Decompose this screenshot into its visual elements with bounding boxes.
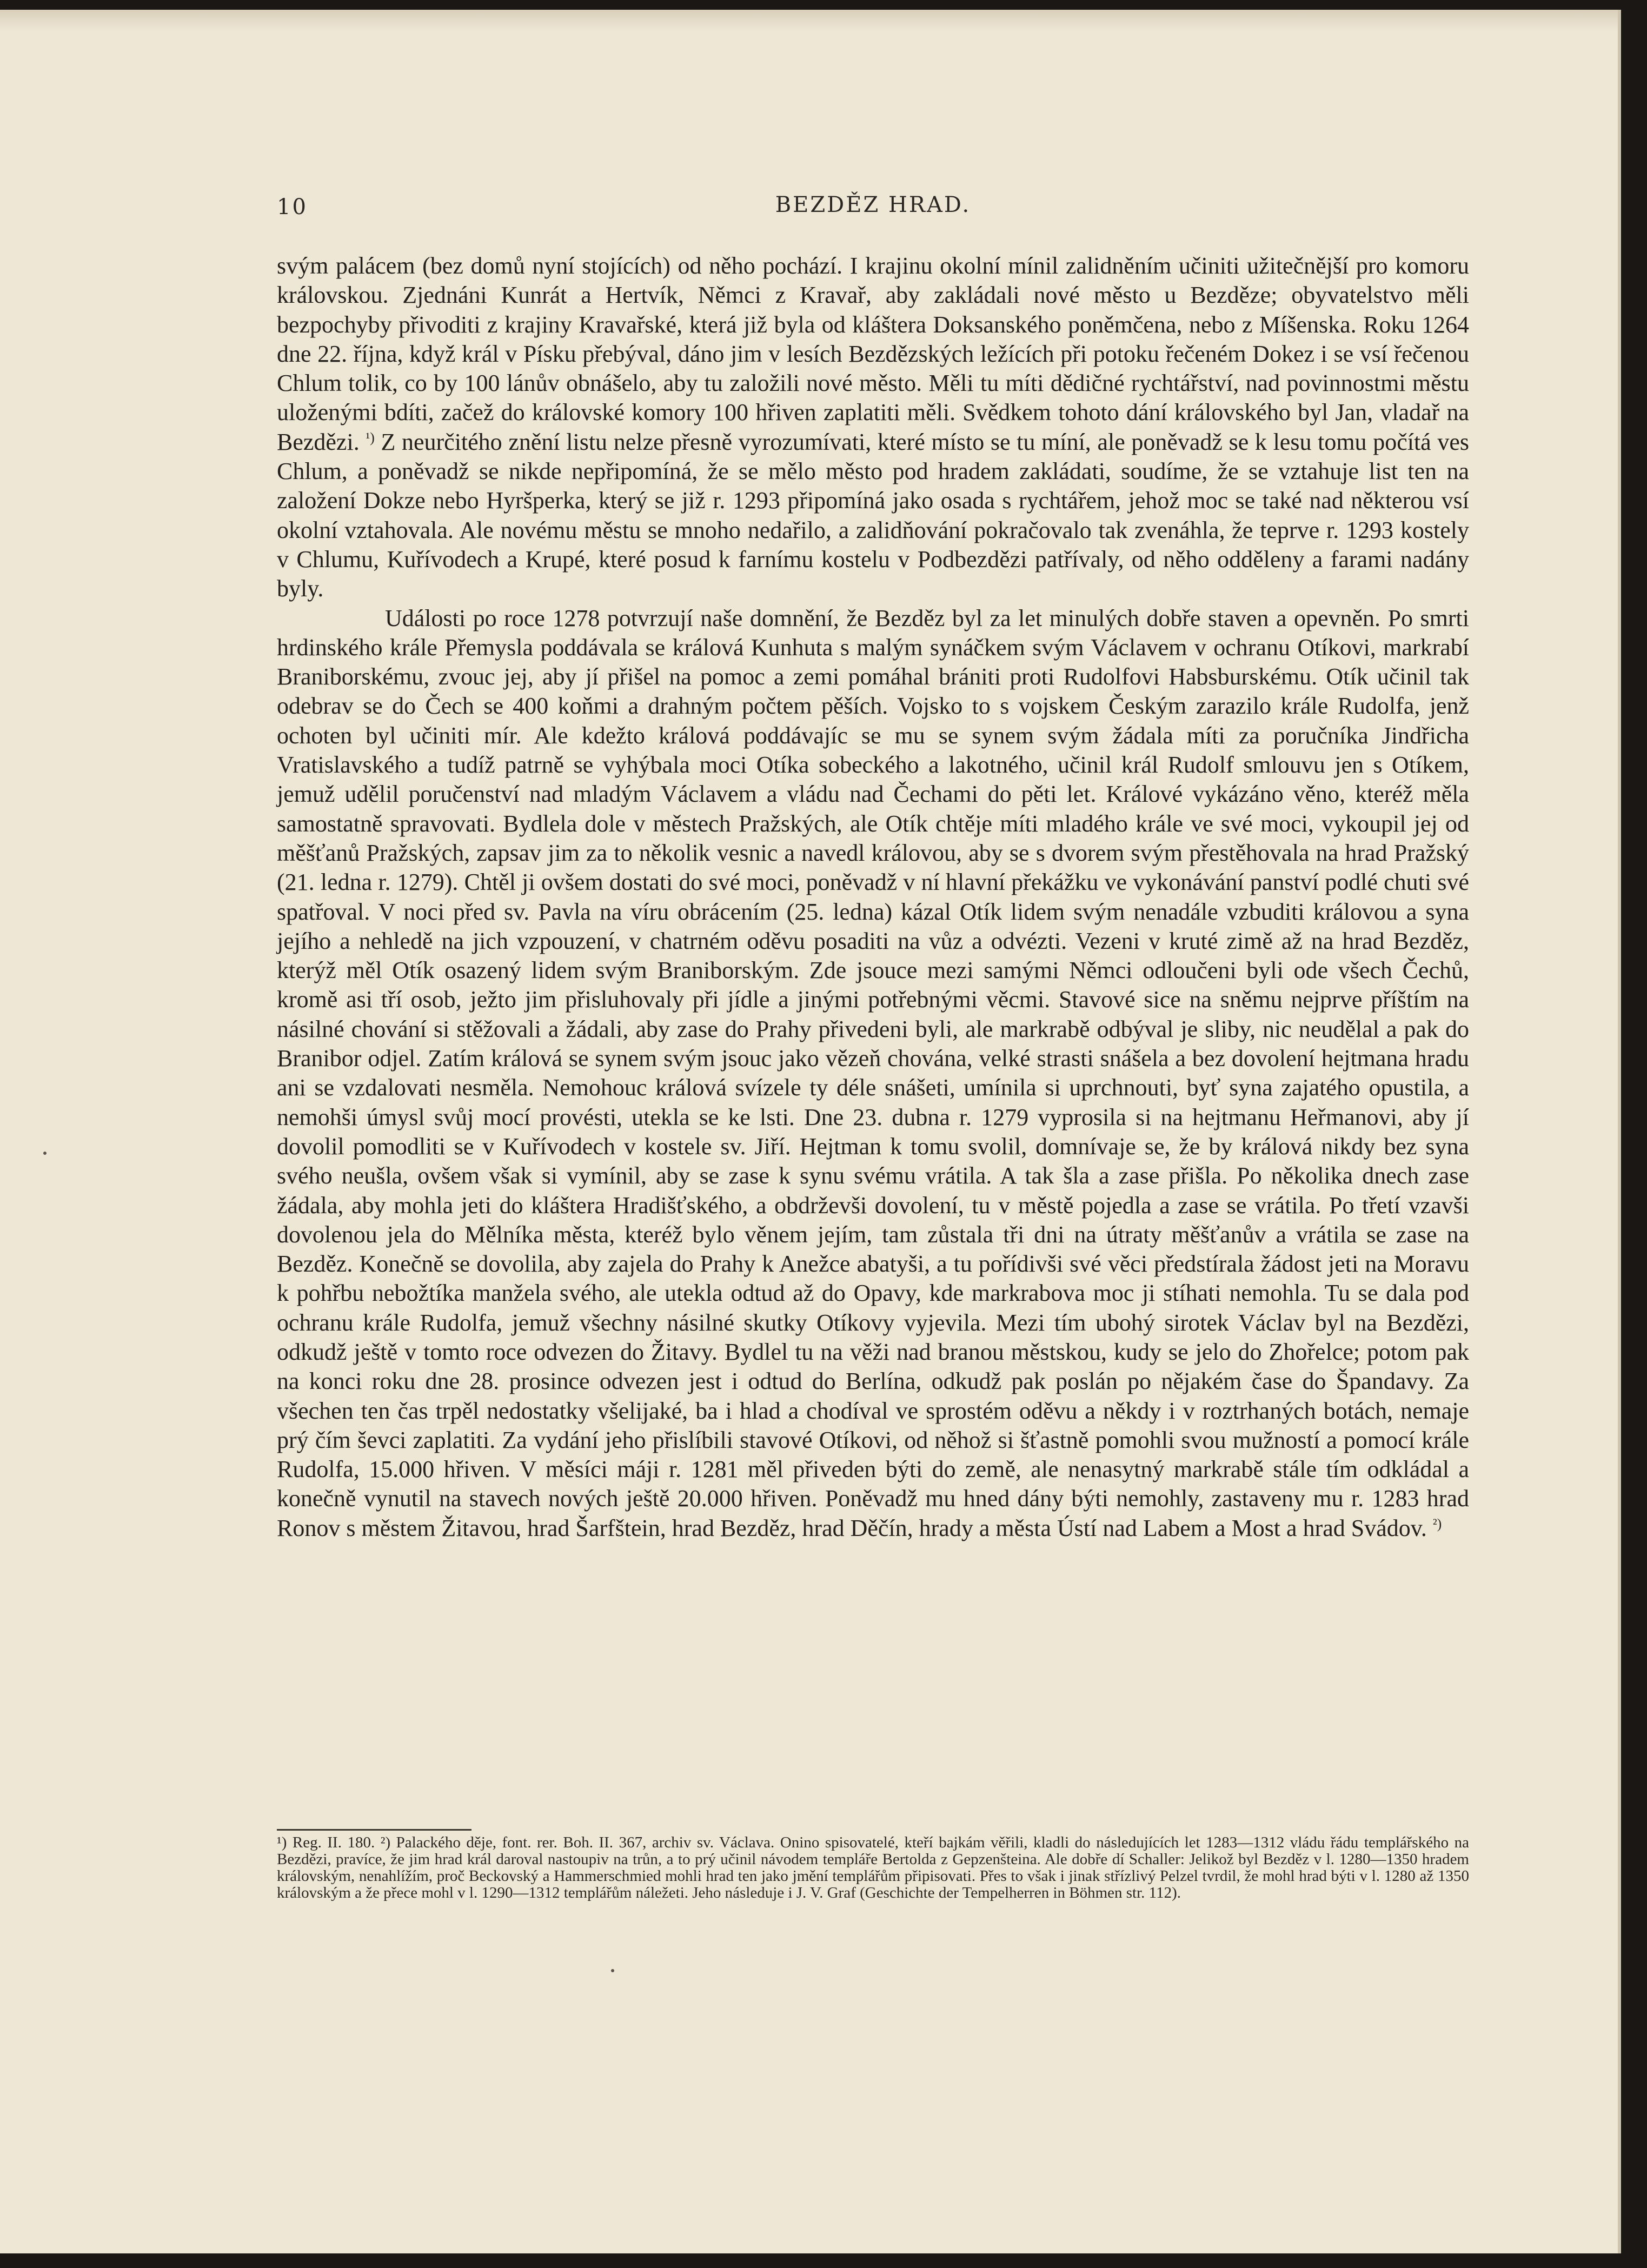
scan-speck [611, 1969, 614, 1972]
footnote-ref-1: ¹) [366, 429, 375, 445]
running-head: BEZDĚZ HRAD. [775, 192, 971, 217]
body-text [277, 251, 1469, 1543]
page-header [277, 189, 1469, 227]
footnote-text: ¹) Reg. II. 180. ²) Palackého děje, font. rer. Boh. II. 367, archiv sv. Václava. Onino spisovatelé, kteří bajkám věřili, kladli do následujících let 1283—1312 vládu řádu templářského na Bezdězi, pravíce, že jim hrad král daroval nastoupiv na trůn, a to prý učinil návodem templáře Bertolda z Gepzenšteina. Ale dobře dí Schaller: Jelikož byl Bezděz v l. 1280—1350 hradem královským, nenahlížím, proč Beckovský a Hammerschmied mohli hrad ten jako jmění templářům připisovati. Přes to však i jinak střízlivý Pelzel tvrdil, že mohl hrad býti v l. 1280 až 1350 královským a že přece mohl v l. 1290—1312 templářům náležeti. Jeho následuje i J. V. Graf (Geschichte der Tempelherren in Böhmen str. 112). [277, 1834, 1469, 1901]
paragraph-1-text: svým palácem (bez domů nyní stojících) od něho pochází. I krajinu okolní mínil zalidněním učiniti užitečnější pro komoru královskou. Zjednáni Kunrát a Hertvík, Němci z Kravař, aby zakládali nové město u Bezděze; obyvatelstvo měli bezpochyby přivoditi z krajiny Kravařské, která již byla od kláštera Doksanského poněmčena, nebo z Míšenska. Roku 1264 dne 22. října, když král v Písku přebýval, dáno jim v lesích Bezdězských ležících při potoku řečeném Dokez i se vsí řečenou Chlum tolik, co by 100 lánův obnášelo, aby tu založili nové město. Měli tu míti dědičné rychtářství, nad povinnostmi městu uloženými bdíti, začež do královské komory 100 hřiven zaplatiti měli. Svědkem tohoto dání královského byl Jan, vladař na Bezdězi. [277, 252, 1469, 455]
footnote-ref-2: ²) [1432, 1515, 1442, 1532]
paragraph-2 [277, 604, 1469, 1544]
page-number: 10 [277, 195, 308, 220]
paragraph-1-continuation: Z neurčitého znění listu nelze přesně vyrozumívati, které místo se tu míní, ale poněvadž se k lesu tomu počítá ves Chlum, a poněvadž se nikde nepřipomíná, že se mělo město pod hradem zakládati, soudíme, že se vztahuje list ten na založení Dokze nebo Hyršperka, který se již r. 1293 připomíná jako osada s rychtářem, jehož moc se také nad některou vsí okolní vztahovala. Ale novému městu se mnoho nedařilo, a zalidňování pokračovalo tak zvenáhla, že teprve r. 1293 kostely v Chlumu, Kuřívodech a Krupé, které posud k farnímu kostelu v Podbezdězi patřívaly, od něho odděleny a farami nadány byly. [277, 428, 1469, 602]
footnote-divider [277, 1829, 471, 1831]
scan-speck [43, 1152, 47, 1155]
paragraph-2-text: Události po roce 1278 potvrzují naše domnění, že Bezděz byl za let minulých dobře staven a opevněn. Po smrti hrdinského krále Přemysla poddávala se králová Kunhuta s malým synáčkem svým Václavem v ochranu Otíkovi, markrabí Braniborskému, zvouc jej, aby jí přišel na pomoc a zemi pomáhal brániti proti Rudolfovi Habsburskému. Otík učinil tak odebrav se do Čech se 400 koňmi a drahným počtem pěších. Vojsko to s vojskem Českým zarazilo krále Rudolfa, jenž ochoten byl učiniti mír. Ale kdežto králová poddávajíc se mu se synem svým žádala míti za poručníka Jindřicha Vratislavského a tudíž patrně se vyhýbala moci Otíka sobeckého a lakotného, učinil král Rudolf smlouvu jen s Otíkem, jemuž udělil poručenství nad mladým Václavem a vládu nad Čechami do pěti let. Králové vykázáno věno, kteréž měla samostatně spravovati. Bydlela dole v městech Pražských, ale Otík chtěje míti mladého krále ve své moci, vykoupil jej od měšťanů Pražských, zapsav jim za to několik vesnic a navedl královou, aby se s dvorem svým přestěhovala na hrad Pražský (21. ledna r. 1279). Chtěl ji ovšem dostati do své moci, poněvadž v ní hlavní překážku ve vykonávání panství podlé chuti své spatřoval. V noci před sv. Pavla na víru obrácením (25. ledna) kázal Otík lidem svým nenadále vzbuditi královou a syna jejího a nehledě na jich vzpouzení, v chatrném oděvu posaditi na vůz a odvézti. Vezeni v kruté zimě až na hrad Bezděz, kterýž měl Otík osazený lidem svým Braniborským. Zde jsouce mezi samými Němci odloučeni byli ode všech Čechů, kromě asi tří osob, ježto jim přisluhovaly při jídle a jinými potřebnými věcmi. Stavové sice na sněmu nejprve příštím na násilné chování si stěžovali a žádali, aby zase do Prahy přivedeni byli, ale markrabě odbýval je sliby, nic neudělal a pak do Branibor odjel. Zatím králová se synem svým jsouc jako vězeň chována, velké strasti snášela a bez dovolení hejtmana hradu ani se vzdalovati nesměla. Nemohouc králová svízele ty déle snášeti, umínila si uprchnouti, byť syna zajatého opustila, a nemohši úmysl svůj mocí provésti, utekla se ke lsti. Dne 23. dubna r. 1279 vyprosila si na hejtmanu Heřmanovi, aby jí dovolil pomodliti se v Kuřívodech v kostele sv. Jiří. Hejtman k tomu svolil, domnívaje se, že by králová nikdy bez syna svého neušla, ovšem však si vymínil, aby se zase k synu svému vrátila. A tak šla a zase přišla. Po několika dnech zase žádala, aby mohla jeti do kláštera Hradišťského, a obdrževši dovolení, tu v městě pojedla a zase se vrátila. Po třetí vzavši dovolenou jela do Mělníka města, kteréž bylo věnem jejím, tam zůstala tři dni na útraty měšťanův a vrátila se zase na Bezděz. Konečně se dovolila, aby zajela do Prahy k Anežce abatyši, a tu pořídivši své věci předstírala žádost jeti na Moravu k pohřbu nebožtíka manžela svého, ale utekla odtud až do Opavy, kde markrabova moc ji stíhati nemohla. Tu se dala pod ochranu krále Rudolfa, jemuž všechny násilné skutky Otíkovy vyjevila. Mezi tím ubohý sirotek Václav byl na Bezdězi, odkudž ještě v tomto roce odvezen do Žitavy. Bydlel tu na věži nad branou městskou, kudy se jelo do Zhořelce; potom pak na konci roku dne 28. prosince odvezen jest i odtud do Berlína, odkudž pak poslán po nějakém čase do Špandavy. Za všechen ten čas trpěl nedostatky všelijaké, ba i hlad a chodíval ve sprostém oděvu a někdy i v roztrhaných botách, nemaje prý čím ševci zaplatiti. Za vydání jeho přislíbili stavové Otíkovi, od něhož si šťastně pomohli svou mužností a pomocí krále Rudolfa, 15.000 hřiven. V měsíci máji r. 1281 měl přiveden býti do země, ale nenasytný markrabě stále tím odkládal a konečně vynutil na stavech nových ještě 20.000 hřiven. Poněvadž mu hned dány býti nemohly, zastaveny mu r. 1283 hrad Ronov s městem Žitavou, hrad Šarfštein, hrad Bezděz, hrad Děčín, hrady a města Ústí nad Labem a Most a hrad Svádov. [277, 604, 1469, 1541]
paragraph-1 [277, 251, 1469, 604]
footnotes [277, 1834, 1469, 1901]
scan-edge-shadow [0, 10, 1618, 31]
